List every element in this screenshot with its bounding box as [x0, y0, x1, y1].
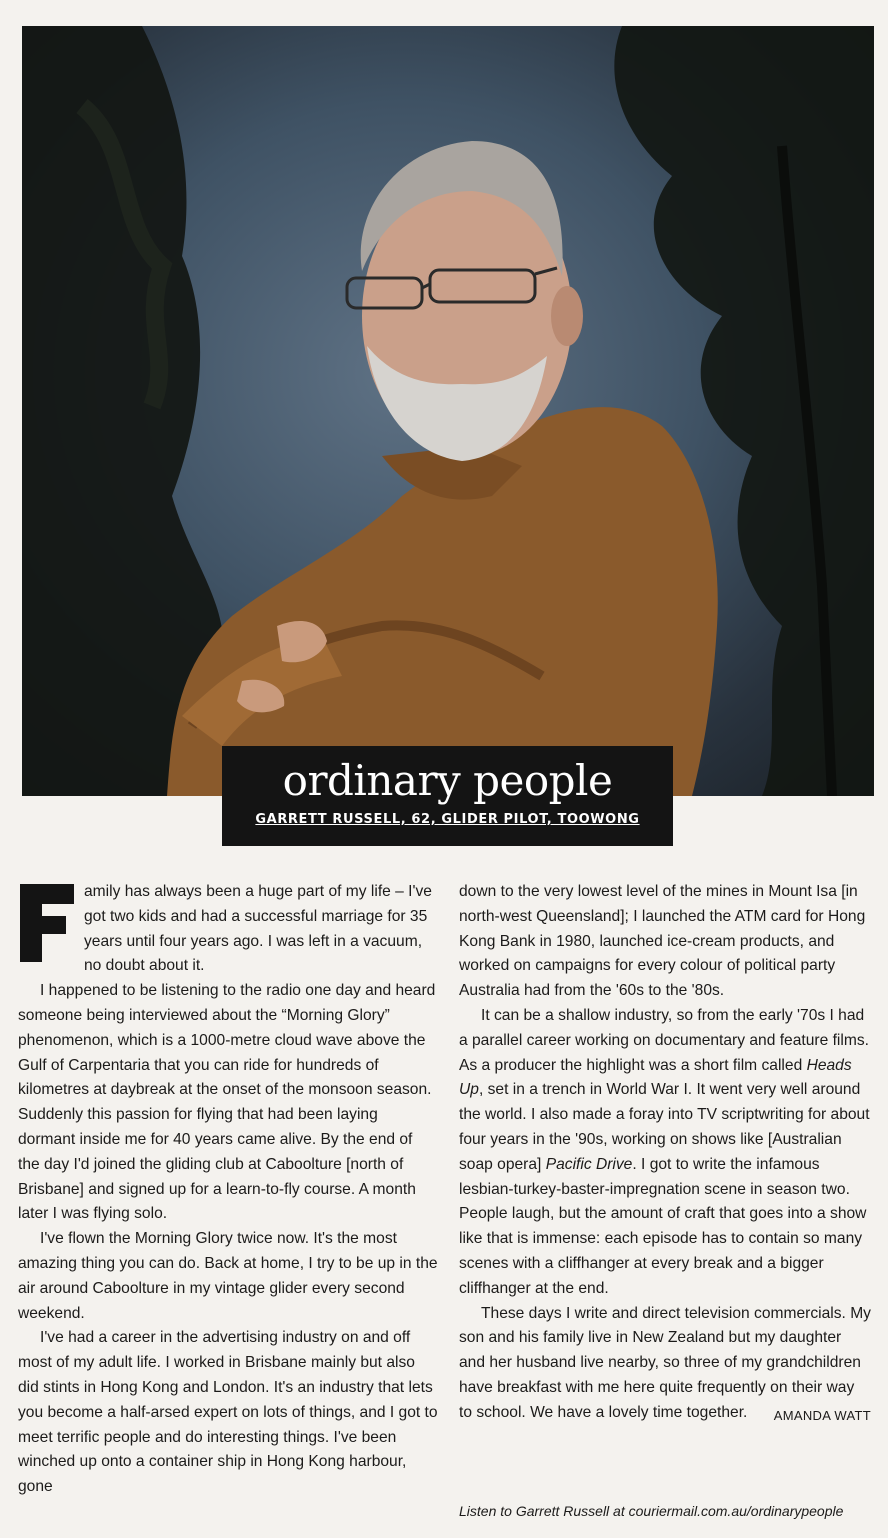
portrait-photo-icon: [22, 26, 874, 796]
text-span: , set in a trench in World War I. It went very well around the world. I also made a foray into TV scriptwriting for about four years in the '90s, working on shows like [Australian soap opera]: [459, 1081, 870, 1173]
article-column-right: [459, 880, 871, 1429]
letter-f-dropcap: [18, 882, 76, 964]
paragraph: down to the very lowest level of the mines in Mount Isa [in north-west Queensland]; I launched the ATM card for Hong Kong Bank in 1980, launched ice-cream products, and worked on campaigns for every colour of political party Australia had from the '60s to the '80s.: [459, 883, 866, 1000]
paragraph: I've had a career in the advertising industry on and off most of my adult life. I worked in Brisbane mainly but also did stints in Hong Kong and London. It's an industry that lets you become a half-arsed expert on lots of things, and I got to meet terrific people and do interesting things. I've been winched up onto a container ship in Hong Kong harbour, gone: [18, 1329, 438, 1496]
article-column-left: [18, 880, 438, 1500]
paragraph: [459, 1302, 871, 1426]
text-span: . I got to write the infamous lesbian-turkey-baster-impregnation scene in season two. People laugh, but the amount of craft that goes into a show like that is immense: each episode has to contain so many scenes with a cliffhanger at every break and a bigger cliffhanger at the end.: [459, 1155, 867, 1297]
headline: ordinary people: [282, 756, 613, 805]
portrait-photo: [22, 26, 874, 796]
text-span: It can be a shallow industry, so from the early '70s I had a parallel career working on documentary and feature films. As a producer the highlight was a short film called: [459, 1006, 869, 1074]
dropcap-icon: [18, 882, 76, 964]
paragraph: I've flown the Morning Glory twice now. It's the most amazing thing you can do. Back at home, I try to be up in the air around Caboolture in my vintage glider every second weekend.: [18, 1230, 438, 1322]
subhead: GARRETT RUSSELL, 62, GLIDER PILOT, TOOWONG: [255, 812, 640, 827]
text-span: These days I write and direct television commercials. My son and his family live in New Zealand but my daughter and her husband live nearby, so three of my grandchildren have breakfast with me here quite frequently on their way to school. We have a lovely time together.: [459, 1304, 871, 1421]
paragraph: [18, 880, 438, 979]
listen-footer: Listen to Garrett Russell at couriermail.com.au/ordinarypeople: [459, 1503, 844, 1519]
byline: AMANDA WATT: [773, 1407, 871, 1423]
film-title: Heads Up: [459, 1056, 852, 1099]
paragraph: [459, 1004, 871, 1302]
title-box: [222, 746, 673, 846]
paragraph-text: amily has always been a huge part of my life – I've got two kids and had a successful marriage for 35 years until four years ago. I was left in a vacuum, no doubt about it.: [84, 883, 432, 975]
show-title: Pacific Drive: [545, 1155, 633, 1173]
paragraph: I happened to be listening to the radio one day and heard someone being interviewed about the “Morning Glory” phenomenon, which is a 1000-metre cloud wave above the Gulf of Carpentaria that you can ride for hundreds of kilometres at daybreak at the onset of the monsoon season. Suddenly this passion for flying that had been laying dormant inside me for 40 years came alive. By the end of the day I'd joined the gliding club at Caboolture [north of Brisbane] and signed up for a learn-to-fly course. A month later I was flying solo.: [18, 982, 436, 1223]
